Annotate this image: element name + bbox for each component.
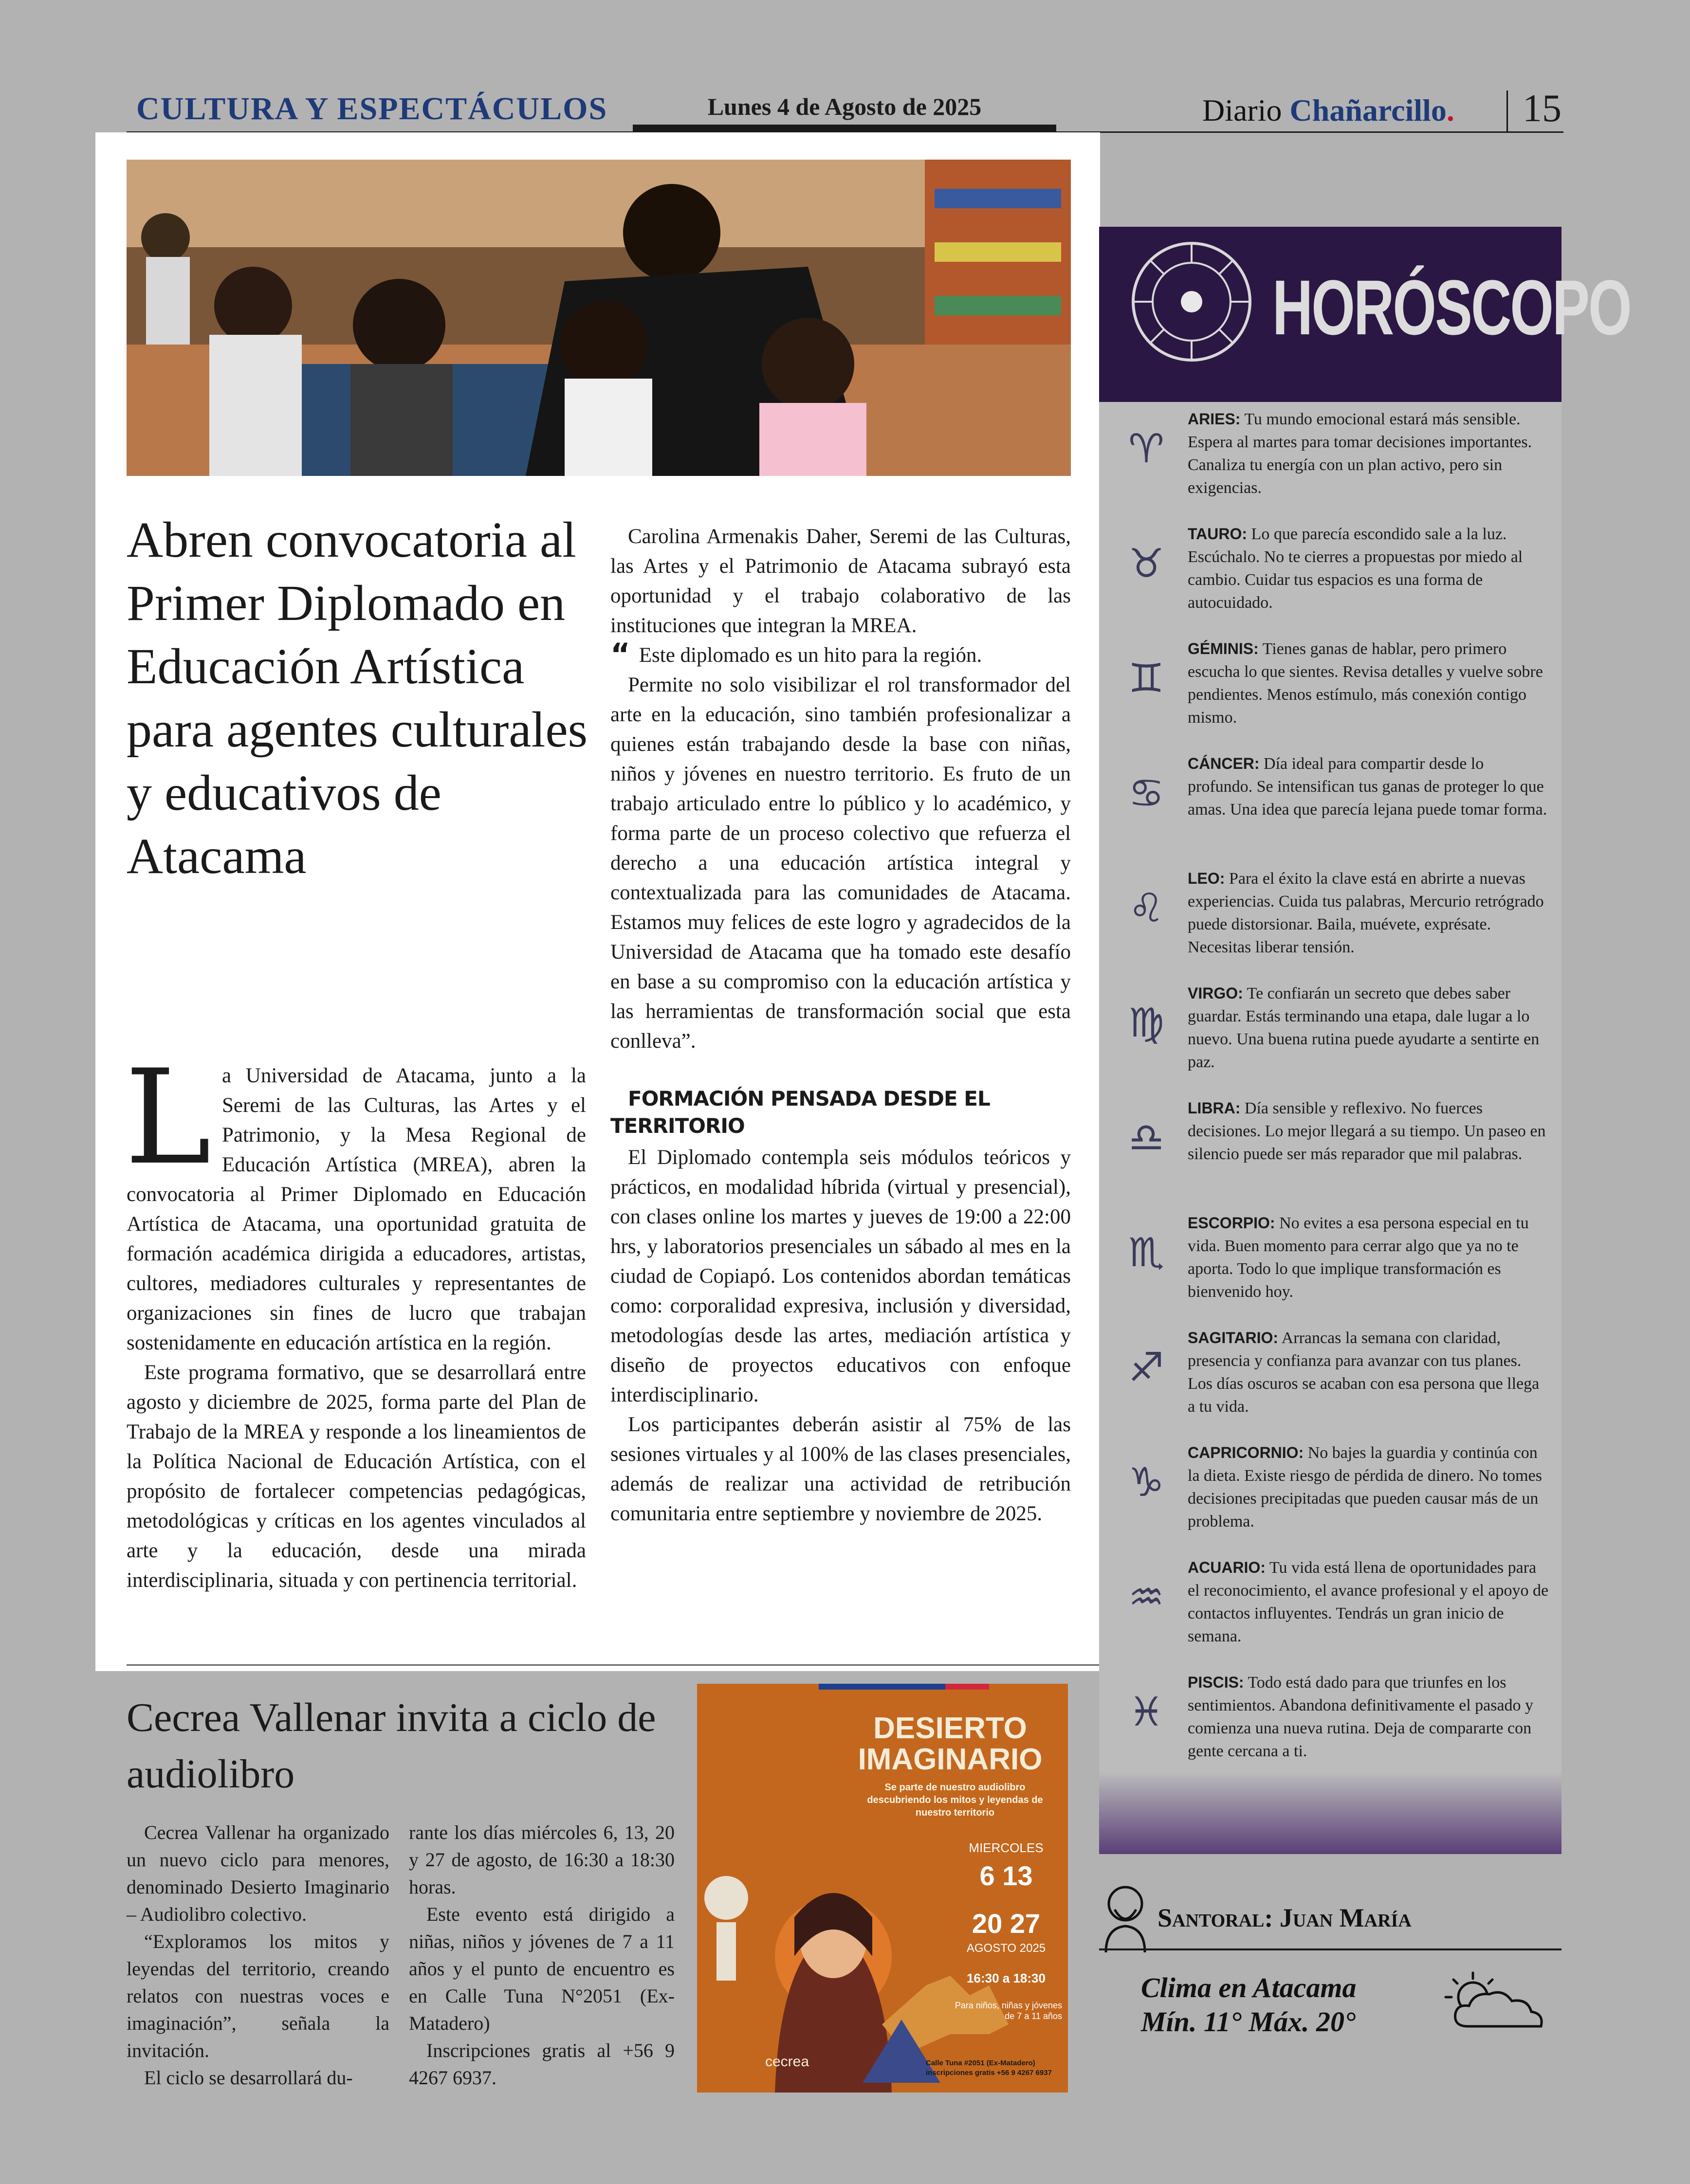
sign-text: No evites a esa persona especial en tu vida. Buen momento para cerrar algo que ya no te aporta. Todo lo que implique transformación es bienvenido hoy. (1188, 1214, 1529, 1301)
poster-day: MIERCOLES (969, 1840, 1044, 1855)
poster-dates-1: 6 13 (979, 1860, 1033, 1891)
weather-block (1141, 1971, 1357, 2039)
horoscope-entry (1188, 1556, 1549, 1648)
event-poster (697, 1684, 1068, 2093)
zodiac-glyph-icon: ♎ (1128, 1115, 1164, 1161)
zodiac-glyph-icon: ♐ (1128, 1345, 1164, 1391)
paragraph: Inscripciones gratis al +56 9 4267 6937. (409, 2039, 675, 2089)
horoscope-entry (1188, 1671, 1549, 1763)
weather-title: Clima en Atacama (1141, 1972, 1357, 2003)
sign-text: Lo que parecía escondido sale a la luz. Escúchalo. No te cierres a propuestas por miedo al cambio. Cuidar tus espacios es una forma de autocuidado. (1188, 525, 1523, 612)
sign-name: GÉMINIS: (1188, 640, 1259, 657)
newspaper-prefix: Diario (1202, 93, 1282, 127)
zodiac-glyph-icon: ♍ (1128, 1000, 1164, 1046)
paragraph: Este programa formativo, que se desarrollará entre agosto y diciembre de 2025, forma parte del Plan de Trabajo de la MREA y responde a los lineamientos de la Política Nacional de Educación Artística, con el propósito de fortalecer competencias pedagógicas, metodológicas y críticas en los agentes vinculados al arte y la educación, desde una mirada interdisciplinaria, situada y con pertinencia territorial. (127, 1361, 586, 1592)
paragraph: Cecrea Vallenar ha organizado un nuevo ciclo para menores, denominado Desierto Imaginario – Audiolibro colectivo. (127, 1821, 389, 1925)
quote-mark: “ (610, 637, 630, 672)
saint-icon (1101, 1879, 1150, 1952)
poster-title (843, 1713, 1057, 1775)
article-divider (127, 1664, 1101, 1666)
poster-title-line-2: IMAGINARIO (858, 1743, 1043, 1776)
zodiac-glyph-icon: ♏ (1128, 1230, 1164, 1276)
paragraph: Los participantes deberán asistir al 75% de las sesiones virtuales y al 100% de las clases presenciales, además de realizar una actividad de retribución comunitaria entre septiembre y noviembre de 2025. (610, 1413, 1071, 1525)
paragraph: a Universidad de Atacama, junto a la Seremi de las Culturas, las Artes y el Patrimonio, y la Mesa Regional de Educación Artística (MREA), abren la convocatoria al Primer Diplomado en Educación Artística de Atacama, una oportunidad gratuita de formación académica dirigida a educadores, artistas, cultores, mediadores culturales y representantes de organizaciones sin fines de lucro que trabajan sostenidamente en educación artística en la región. (127, 1064, 586, 1354)
article-column-1 (125, 1042, 586, 1595)
sign-name: LIBRA: (1188, 1099, 1241, 1117)
horoscope-entry (1188, 408, 1549, 499)
sign-name: LEO: (1188, 870, 1225, 887)
sign-text: Tienes ganas de hablar, pero primero escucha lo que sientes. Revisa detalles y vuelve sobre pendientes. Menos estímulo, más conexión contigo mismo. (1188, 640, 1543, 727)
santoral: Santoral: Juan María (1157, 1903, 1412, 1932)
classroom-photo-illustration (127, 160, 1071, 476)
horoscope-entry (1188, 637, 1549, 729)
quote-body: Permite no solo visibilizar el rol transformador del arte en la educación, sino también profesionalizar a quienes están trabajando desde la base con niñas, niños y jóvenes en nuestro territorio. Es fruto de un trabajo articulado entre lo público y lo académico, y forma parte de un proceso colectivo que refuerza el derecho a una educación artística integral y contextualizada para las comunidades de Atacama. Estamos muy felices de este logro y agradecidos de la Universidad de Atacama que ha tomado este desafío en base a su compromiso con la educación artística y las herramientas de transformación social que esta conlleva”. (610, 673, 1071, 1053)
article-headline: Abren convocatoria al Primer Diplomado en Educación Artística para agentes culturales y educativos de Atacama (127, 512, 588, 884)
drop-cap: L (125, 1042, 211, 1194)
sign-name: CÁNCER: (1188, 755, 1260, 772)
sign-name: ESCORPIO: (1188, 1214, 1275, 1232)
poster-dates-2: 20 27 (972, 1908, 1041, 1939)
paragraph: Este evento está dirigido a niñas, niños y jóvenes de 7 a 11 años y el punto de encuentro es en Calle Tuna N°2051 (Ex-Matadero) (409, 1903, 675, 2034)
sign-text: Tu vida está llena de oportunidades para el reconocimiento, el avance profesional y el apoyo de contactos influyentes. Tendrás un gran inicio de semana. (1188, 1559, 1549, 1645)
horoscope-title: HORÓSCOPO (1272, 264, 1631, 351)
newspaper-dot: . (1446, 93, 1454, 127)
paragraph: Carolina Armenakis Daher, Seremi de las Culturas, las Artes y el Patrimonio de Atacama subrayó esta oportunidad y el trabajo colaborativo de las instituciones que integran la MREA. (610, 525, 1071, 637)
article2-column-2 (409, 1819, 675, 2092)
horoscope-entry (1188, 867, 1549, 959)
horoscope-entry (1188, 1327, 1549, 1418)
paragraph: El ciclo se desarrollará du- (144, 2067, 353, 2089)
sign-name: ACUARIO: (1188, 1559, 1266, 1576)
weather-temps: Mín. 11° Máx. 20° (1141, 2006, 1356, 2038)
paragraph: El Diplomado contempla seis módulos teóricos y prácticos, en modalidad híbrida (virtual y presencial), con clases online los martes y jueves de 19:00 a 22:00 hrs, y laboratorios presenciales un sábado al mes en la ciudad de Copiapó. Los contenidos abordan temáticas como: corporalidad expresiva, inclusión y diversidad, metodologías desde las artes, mediación artística y diseño de proyectos educativos con enfoque interdisciplinario. (610, 1146, 1071, 1406)
zodiac-glyph-icon: ♓ (1128, 1689, 1164, 1735)
quote-first-line: Este diplomado es un hito para la región. (639, 644, 982, 667)
article-photo (127, 160, 1071, 476)
sign-name: PISCIS: (1188, 1674, 1244, 1691)
poster-footer (926, 2058, 1067, 2078)
zodiac-glyph-icon: ♋ (1128, 770, 1164, 817)
zodiac-glyph-icon: ♉ (1128, 541, 1164, 587)
sign-text: Arrancas la semana con claridad, presencia y confianza para avanzar con tus planes. Los días oscuros se acaban con esa persona que llega a tu vida. (1188, 1329, 1540, 1416)
poster-time: 16:30 a 18:30 (967, 1971, 1046, 1985)
horoscope-footer-gradient (1099, 1771, 1561, 1854)
horoscope-entry (1188, 1441, 1549, 1533)
sign-name: ARIES: (1188, 410, 1241, 428)
page-number-divider (1506, 91, 1508, 132)
zodiac-glyph-icon: ♊ (1128, 655, 1164, 702)
article2-column-1 (127, 1819, 389, 2092)
date-underline (633, 125, 1056, 131)
poster-logo: cecrea (765, 2054, 809, 2070)
zodiac-glyph-icon: ♑ (1128, 1459, 1164, 1506)
quote-paragraph (610, 637, 1071, 672)
horoscope-entry (1188, 523, 1549, 614)
zodiac-glyph-icon: ♈ (1128, 426, 1164, 472)
sign-name: CAPRICORNIO: (1188, 1444, 1304, 1461)
poster-month: AGOSTO 2025 (966, 1942, 1046, 1955)
sign-text: No bajes la guardia y continúa con la dieta. Existe riesgo de pérdida de dinero. No tomes decisiones precipitadas que pueden causar más de un problema. (1188, 1444, 1542, 1530)
paragraph: rante los días miércoles 6, 13, 20 y 27 de agosto, de 16:30 a 18:30 horas. (409, 1821, 675, 1898)
horoscope-entry (1188, 752, 1549, 821)
paragraph: “Exploramos los mitos y leyendas del territorio, creando relatos con nuestras voces e imaginación”, señala la invitación. (127, 1930, 389, 2061)
subheading: FORMACIÓN PENSADA DESDE EL TERRITORIO (610, 1087, 990, 1138)
article-column-2 (610, 522, 1071, 1529)
newspaper-brand: Chañarcillo (1289, 93, 1447, 127)
section-title: CULTURA Y ESPECTÁCULOS (136, 91, 608, 127)
horoscope-entry (1188, 1097, 1549, 1165)
sign-text: Te confiarán un secreto que debes saber guardar. Estás terminando una etapa, dale lugar a lo nuevo. Una buena rutina puede ayudarte a sentirte en paz. (1188, 984, 1540, 1071)
sign-text: Día sensible y reflexivo. No fuerces decisiones. Lo mejor llegará a su tiempo. Un paseo en silencio puede ser más reparador que mil palabras. (1188, 1099, 1546, 1163)
poster-title-line-1: DESIERTO (873, 1711, 1027, 1745)
issue-date: Lunes 4 de Agosto de 2025 (707, 93, 982, 120)
poster-phone: inscripciones gratis +56 9 4267 6937 (926, 2069, 1052, 2077)
poster-address: Calle Tuna #2051 (Ex-Matadero) (926, 2059, 1035, 2067)
sign-text: Para el éxito la clave está en abrirte a nuevas experiencias. Cuida tus palabras, Mercurio retrógrado puede distorsionar. Baila, muévete, exprésate. Necesitas liberar tensión. (1188, 870, 1544, 956)
zodiac-glyph-icon: ♒ (1128, 1574, 1164, 1620)
sign-name: VIRGO: (1188, 984, 1243, 1002)
horoscope-entry (1188, 1212, 1549, 1303)
horoscope-entry (1188, 982, 1549, 1074)
sign-name: SAGITARIO: (1188, 1329, 1279, 1347)
poster-ages: Para niños, niñas y jóvenes de 7 a 11 años (955, 2001, 1062, 2021)
article2-headline: Cecrea Vallenar invita a ciclo de audiolibro (127, 1695, 656, 1797)
sign-text: Tu mundo emocional estará más sensible. Espera al martes para tomar decisiones importantes. Canaliza tu energía con un plan activo, pero sin exigencias. (1188, 410, 1532, 497)
partly-cloudy-icon (1439, 1969, 1548, 2032)
newspaper-name (1202, 92, 1454, 128)
santoral-rule (1099, 1948, 1561, 1950)
poster-subtitle: Se parte de nuestro audiolibro descubriendo los mitos y leyendas de nuestro territorio (867, 1782, 1043, 1818)
zodiac-wheel-icon (1128, 238, 1255, 365)
sign-text: Todo está dado para que triunfes en los sentimientos. Abandona definitivamente el pasado y comienza una nueva rutina. Deja de compararte con gente cercana a ti. (1188, 1674, 1534, 1760)
sign-name: TAURO: (1188, 525, 1248, 543)
page-number: 15 (1523, 87, 1561, 130)
sign-text: Día ideal para compartir desde lo profundo. Se intensifican tus ganas de proteger lo que amas. Una idea que parecía lejana puede tomar forma. (1188, 755, 1547, 819)
zodiac-glyph-icon: ♌ (1128, 885, 1164, 931)
